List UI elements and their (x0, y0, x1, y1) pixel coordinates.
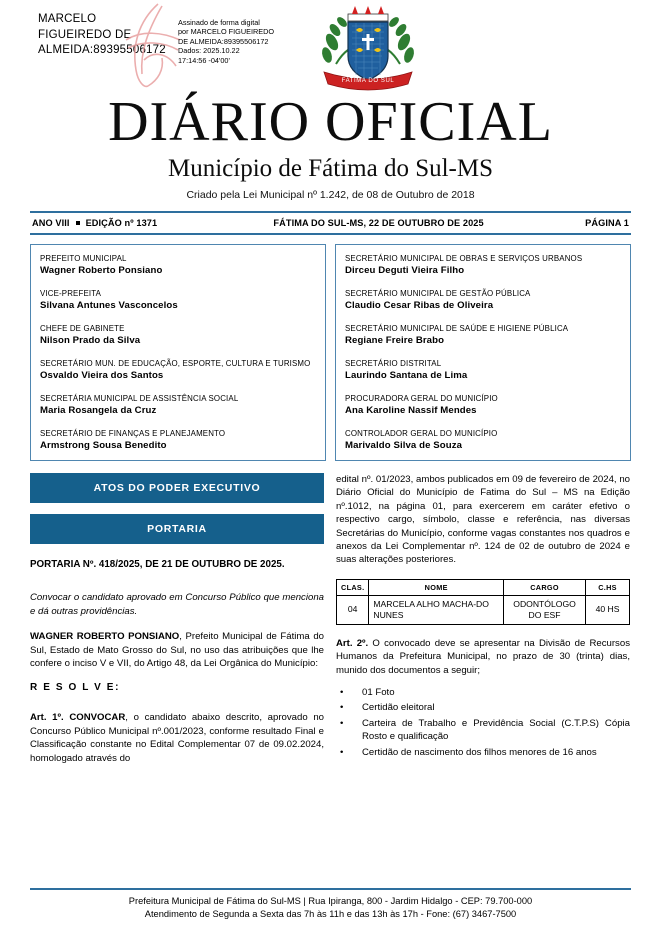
official-role: CHEFE DE GABINETE (40, 324, 125, 333)
bullet-icon: • (340, 687, 344, 699)
officials-column-left (30, 244, 326, 461)
table-header-chs: C.HS (586, 579, 630, 595)
cell-clas: 04 (337, 595, 369, 624)
article-1-continuation: edital nº. 01/2023, ambos publicados em 09 de fevereiro de 2024, no Diário Oficial do Município de Fatima do Sul – MS na Edição nº.1012, na página 01, para exercerem em caráter efetivo o respectivo cargo, símbolo, classe e referência, nas diversas Secretárias do Município, conforme vagas constantes nos quadros e anexos da Lei Complementar nº. 124 de 02 de outubro de 2024 e suas alterações posteriores. (336, 474, 630, 566)
preamble-text: , Prefeito Municipal de Fátima do Sul, Estado de Mato Grosso do Sul, no uso das atribuições que lhe confere o inciso V e VII, do Artigo 48, da Lei Orgânica do Município: (30, 631, 324, 670)
official-entry (40, 428, 316, 452)
article-1-text: , o candidato abaixo descrito, aprovado no Concurso Público Municipal nº.001/2023, conforme resultado Final e Classificação constante no Edital Complementar 07 de 09.02.2024, homologado através do (30, 712, 324, 764)
article-1-label: Art. 1º. CONVOCAR (30, 712, 126, 724)
bullet-icon: • (340, 702, 344, 714)
official-name: Osvaldo Vieira dos Santos (40, 370, 164, 381)
table-header-row (337, 579, 630, 595)
official-name: Regiane Freire Brabo (345, 335, 445, 346)
table-header-clas: CLAS. (337, 579, 369, 595)
page-footer (30, 888, 631, 921)
resolve-heading: R E S O L V E: (30, 682, 121, 694)
official-entry (345, 393, 621, 417)
official-name: Claudio Cesar Ribas de Oliveira (345, 300, 494, 311)
official-entry (345, 358, 621, 382)
official-entry (40, 288, 316, 312)
official-name: Armstrong Sousa Benedito (40, 440, 167, 451)
official-name: Marivaldo Silva de Souza (345, 440, 463, 451)
official-name: Nilson Prado da Silva (40, 335, 141, 346)
document-list-item-label: Certidão de nascimento dos filhos menores de 16 anos (362, 746, 597, 758)
article-2-text: O convocado deve se apresentar na Divisão de Recursos Humanos da Prefeitura Municipal, no prazo de 30 (trinta) dias, munido dos documentos a seguir; (336, 637, 630, 676)
bullet-icon: • (340, 717, 344, 729)
body-columns (30, 473, 631, 777)
official-role: SECRETÁRIO MUNICIPAL DE SAÚDE E HIGIENE PÚBLICA (345, 324, 569, 333)
table-header-nome: NOME (369, 579, 504, 595)
footer-address: Prefeitura Municipal de Fátima do Sul-MS | Rua Ipiranga, 800 - Jardim Hidalgo - CEP: 79.700-000 (128, 896, 533, 906)
section-banner-executive: ATOS DO PODER EXECUTIVO (30, 473, 324, 503)
official-role: PREFEITO MUNICIPAL (40, 254, 127, 263)
edition-bar-left (30, 218, 224, 228)
official-role: SECRETÁRIO DISTRITAL (345, 359, 442, 368)
article-2-label: Art. 2º. (336, 637, 369, 649)
document-list-item (336, 686, 630, 699)
official-role: SECRETÁRIA MUNICIPAL DE ASSISTÊNCIA SOCIAL (40, 394, 239, 403)
coat-of-arms-icon (318, 2, 418, 94)
official-entry (40, 393, 316, 417)
official-role: VICE-PREFEITA (40, 289, 101, 298)
portaria-ementa: Convocar o candidato aprovado em Concurso Público que menciona e dá outras providências. (30, 592, 324, 617)
official-role: SECRETÁRIO MUN. DE EDUCAÇÃO, ESPORTE, CULTURA E TURISMO (40, 359, 311, 368)
edition-place-date: FÁTIMA DO SUL-MS, 22 DE OUTUBRO DE 2025 (273, 218, 484, 228)
document-list-item (336, 701, 630, 714)
signature-detail-line-4: Dados: 2025.10.22 (178, 46, 240, 56)
official-role: CONTROLADOR GERAL DO MUNICÍPIO (345, 429, 498, 438)
officials-table (30, 244, 631, 461)
official-entry (40, 253, 316, 277)
edition-number: EDIÇÃO nº 1371 (85, 218, 158, 228)
official-name: Wagner Roberto Ponsiano (40, 265, 163, 276)
signature-detail-line-5: 17:14:56 -04'00' (178, 55, 230, 65)
official-entry (40, 323, 316, 347)
signature-details (178, 18, 308, 65)
masthead-subtitle: Município de Fátima do Sul-MS (168, 155, 493, 182)
column-left (30, 473, 324, 777)
signature-header (30, 0, 631, 92)
document-list-item-label: Certidão eleitoral (362, 702, 435, 714)
separator-dot-icon (76, 221, 80, 225)
document-list-item (336, 717, 630, 744)
official-role: SECRETÁRIO MUNICIPAL DE GESTÃO PÚBLICA (345, 289, 531, 298)
official-name: Ana Karoline Nassif Mendes (345, 405, 477, 416)
svg-text:FATIMA DO SUL: FATIMA DO SUL (341, 78, 395, 84)
official-name: Silvana Antunes Vasconcelos (40, 300, 178, 311)
cell-nome: MARCELA ALHO MACHA-DO NUNES (369, 595, 504, 624)
page-title: DIÁRIO OFICIAL (108, 91, 553, 153)
masthead-legal-note: Criado pela Lei Municipal nº 1.242, de 08 de Outubro de 2018 (186, 189, 475, 201)
required-documents-list (336, 686, 630, 759)
official-name: Maria Rosangela da Cruz (40, 405, 157, 416)
official-entry (345, 323, 621, 347)
edition-year: ANO VIII (32, 218, 70, 228)
bullet-icon: • (340, 746, 344, 758)
edition-bar (30, 211, 631, 235)
official-entry (345, 288, 621, 312)
official-name: Dirceu Deguti Vieira Filho (345, 265, 465, 276)
official-entry (40, 358, 316, 382)
table-row (337, 595, 630, 624)
footer-hours: Atendimento de Segunda a Sexta das 7h às 11h e das 13h às 17h - Fone: (67) 3467-7500 (144, 909, 517, 919)
section-banner-portaria: PORTARIA (30, 514, 324, 544)
signature-name: MARCELO FIGUEIREDO DE ALMEIDA:89395506172 (38, 13, 166, 56)
official-role: SECRETÁRIO DE FINANÇAS E PLANEJAMENTO (40, 429, 226, 438)
officials-column-right (335, 244, 631, 461)
table-header-cargo: CARGO (504, 579, 586, 595)
official-name: Laurindo Santana de Lima (345, 370, 468, 381)
official-role: PROCURADORA GERAL DO MUNICÍPIO (345, 394, 498, 403)
official-entry (345, 253, 621, 277)
document-list-item-label: Carteira de Trabalho e Previdência Social (C.T.P.S) Cópia Rosto e qualificação (362, 717, 630, 743)
portaria-preamble (30, 630, 324, 670)
column-right (336, 473, 630, 777)
official-role: SECRETÁRIO MUNICIPAL DE OBRAS E SERVIÇOS URBANOS (345, 254, 583, 263)
page-number: PÁGINA 1 (585, 218, 629, 228)
official-entry (345, 428, 621, 452)
signature-detail-line-3: DE ALMEIDA:89395506172 (178, 36, 269, 46)
article-1 (30, 711, 324, 765)
document-list-item-label: 01 Foto (362, 687, 395, 699)
signature-detail-line-1: Assinado de forma digital (178, 18, 260, 27)
preamble-mayor-name: WAGNER ROBERTO PONSIANO (30, 631, 180, 643)
convocation-table (336, 579, 630, 625)
portaria-title: PORTARIA Nº. 418/2025, DE 21 DE OUTUBRO DE 2025. (30, 559, 285, 570)
cell-cargo: ODONTÓLOGO DO ESF (504, 595, 586, 624)
signature-detail-line-2: por MARCELO FIGUEIREDO (178, 27, 275, 37)
masthead (30, 91, 631, 201)
document-list-item (336, 746, 630, 759)
cell-chs: 40 HS (586, 595, 630, 624)
article-2 (336, 637, 630, 677)
